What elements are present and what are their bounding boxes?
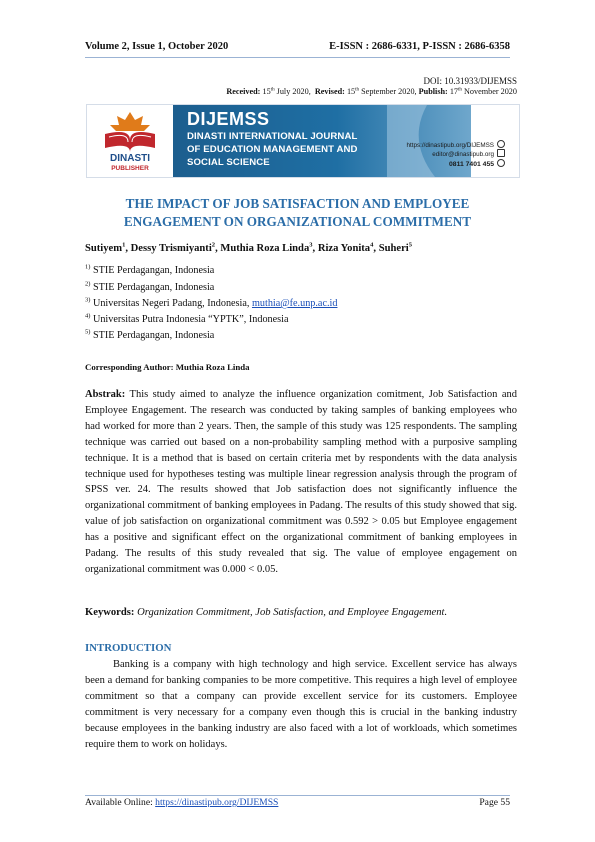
journal-name-line: SOCIAL SCIENCE xyxy=(187,157,270,168)
journal-website: https://dinastipub.org/DIJEMSS xyxy=(407,140,506,149)
journal-acronym: DIJEMSS xyxy=(187,109,270,129)
article-title: THE IMPACT OF JOB SATISFACTION AND EMPLOYEE ENGAGEMENT ON ORGANIZATIONAL COMMITMENT xyxy=(123,196,472,229)
journal-phone: 0811 7401 455 xyxy=(449,159,505,168)
affiliation: $^{5)}$ STIE Perdagangan, Indonesia xyxy=(85,328,215,341)
abstract-label: Abstrak: xyxy=(85,389,126,400)
globe-icon xyxy=(497,140,505,148)
journal-name-line: OF EDUCATION MANAGEMENT AND xyxy=(187,144,358,155)
keywords: Keywords: Organization Commitment, Job Satisfaction, and Employee Engagement. xyxy=(85,607,448,618)
envelope-icon xyxy=(497,149,505,157)
introduction-paragraph: Banking is a company with high technology and high service. Excellent service has always been a demand for banking companies to be more competitive. This requires a high level of employee commitment so that a company can provide excellent service for its customers. Employee commitment is very necessary for a company even though this is crucial in the banking industry because employees in the banking industry are also faced with a lot of workloads, which sometimes require them to work on holidays. xyxy=(85,659,517,750)
corresponding-author: Corresponding Author: Muthia Roza Linda xyxy=(85,362,250,372)
running-header-issn: E-ISSN : 2686-6331, P-ISSN : 2686-6358 xyxy=(329,41,510,52)
svg-text:PUBLISHER: PUBLISHER xyxy=(111,165,149,172)
footer-divider xyxy=(85,795,510,796)
affiliation: $^{2)}$ STIE Perdagangan, Indonesia xyxy=(85,280,215,293)
dinasti-publisher-logo xyxy=(91,108,169,174)
section-heading-introduction: INTRODUCTION xyxy=(85,642,172,654)
author-email-link[interactable]: muthia@fe.unp.ac.id xyxy=(251,298,338,309)
article-dates: Received: 15th July 2020, Revised: 15th September 2020, Publish: 17th November 2020 xyxy=(226,86,517,96)
page-number: Page 55 xyxy=(479,797,510,808)
abstract xyxy=(85,387,517,578)
doi: DOI: 10.31933/DIJEMSS xyxy=(423,76,517,86)
svg-text:DINASTI: DINASTI xyxy=(110,153,150,164)
journal-banner xyxy=(86,104,520,178)
running-header-volume: Volume 2, Issue 1, October 2020 xyxy=(85,41,229,52)
journal-name-line: DINASTI INTERNATIONAL JOURNAL xyxy=(187,131,358,142)
journal-email: editor@dinastipub.org xyxy=(432,149,505,158)
footer-availability: Available Online: https://dinastipub.org/DIJEMSS xyxy=(85,797,279,808)
phone-icon xyxy=(497,159,505,167)
abstract-text: This study aimed to analyze the influence organization comitment, Job Satisfaction and Employee Engagement. The research was conducted by taking samples of banking employees who had worked for more than 2 years. Then, the sample of this study was 125 respondents. The sampling technique was carried out based on a non-probability sampling method with a purposive sampling technique. It is a method that is based on certain criteria met by respondents with the data analysis technique used for hypotheses testing was multiple linear regression analysis through the program of SPSS ver. 24. The results showed that Job satisfaction does not significantly influence the organizational commitment of banking employees in Padang. The results of this study showed that sig. value of job satisfaction on organizational commitment was 0.592 > 0.05 but Employee engagement has a positive and significant effect on the organizational commitment of banking employees in Padang. The results of this study revealed that sig. The value of employee engagement on organizational commitment was 0.000 < 0.05. xyxy=(85,389,517,575)
header-divider xyxy=(85,57,510,58)
affiliation: $^{1)}$ STIE Perdagangan, Indonesia xyxy=(85,263,215,276)
author-list: Sutiyem$^1$, Dessy Trismiyanti$^2$, Muthia Roza Linda$^3$, Riza Yonita$^4$, Suheri$^5$ xyxy=(85,241,412,254)
journal-url-link[interactable]: https://dinastipub.org/DIJEMSS xyxy=(155,797,279,808)
affiliation: $^{3)}$ Universitas Negeri Padang, Indonesia, muthia@fe.unp.ac.id xyxy=(85,296,338,309)
affiliation: $^{4)}$ Universitas Putra Indonesia “YPTK”, Indonesia xyxy=(85,312,289,325)
